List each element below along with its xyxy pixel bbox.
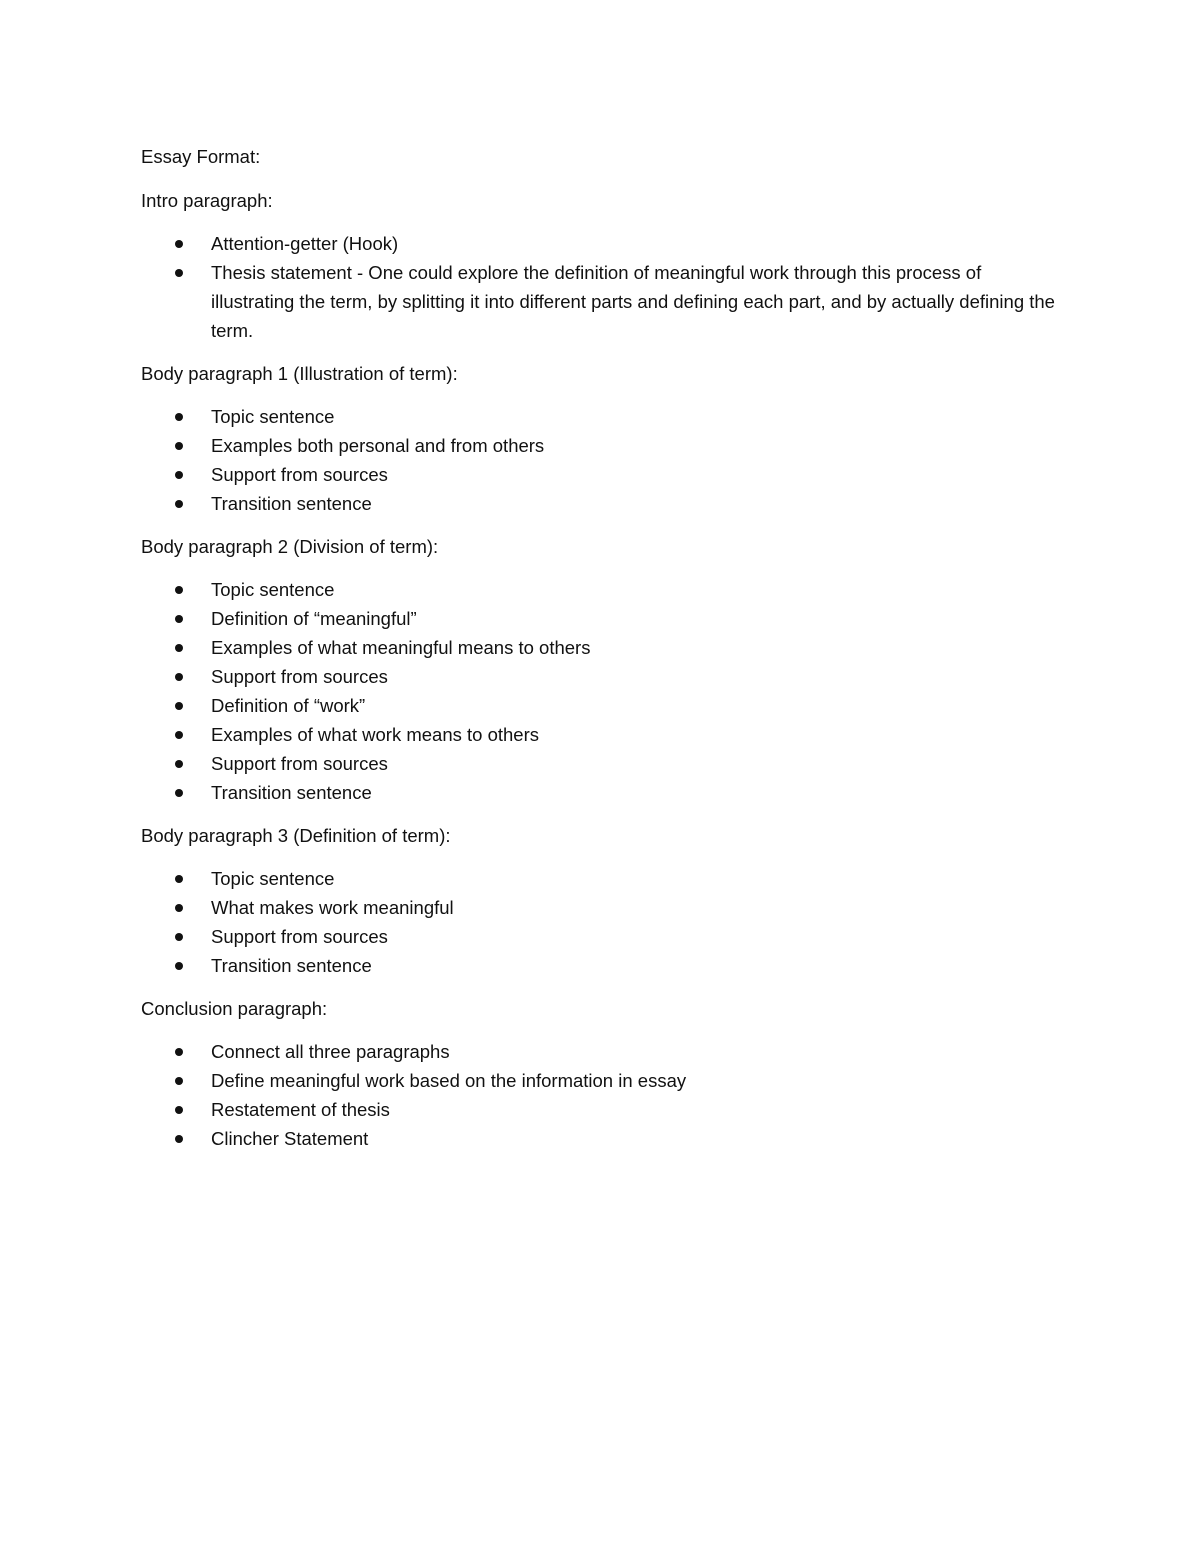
list-item-text: Define meaningful work based on the information in essay — [211, 1070, 687, 1091]
section-body-3 — [141, 821, 1061, 980]
list-item — [141, 778, 1061, 807]
bullet-icon — [175, 586, 183, 594]
list-item-text: Clincher Statement — [211, 1128, 369, 1149]
list-item — [141, 460, 1061, 489]
list-item-text: Restatement of thesis — [211, 1099, 390, 1120]
bullet-icon — [175, 413, 183, 421]
bullet-icon — [175, 904, 183, 912]
section-intro — [141, 186, 1061, 345]
document-title: Essay Format: — [141, 146, 261, 167]
list-item-text: Examples of what meaningful means to others — [211, 637, 591, 658]
list-item — [141, 922, 1061, 951]
list-item-text: Transition sentence — [211, 493, 372, 514]
list-item — [141, 229, 1061, 258]
list-item — [141, 402, 1061, 431]
list-item-text: Thesis statement - One could explore the definition of meaningful work through this process of illustrating the term, by splitting it into different parts and defining each part, and by actually defining the term. — [211, 262, 1055, 341]
bullet-list — [141, 1037, 1061, 1153]
list-item-text: Attention-getter (Hook) — [211, 233, 399, 254]
bullet-icon — [175, 500, 183, 508]
section-heading: Conclusion paragraph: — [141, 998, 328, 1019]
list-item — [141, 604, 1061, 633]
list-item-text: Topic sentence — [211, 406, 335, 427]
list-item-text: Definition of “meaningful” — [211, 608, 417, 629]
list-item-text: Examples both personal and from others — [211, 435, 545, 456]
list-item — [141, 662, 1061, 691]
list-item-text: Support from sources — [211, 753, 388, 774]
list-item — [141, 1037, 1061, 1066]
bullet-icon — [175, 471, 183, 479]
list-item-text: Topic sentence — [211, 579, 335, 600]
bullet-icon — [175, 673, 183, 681]
bullet-icon — [175, 269, 183, 277]
list-item-text: Definition of “work” — [211, 695, 366, 716]
list-item — [141, 720, 1061, 749]
bullet-icon — [175, 240, 183, 248]
bullet-icon — [175, 702, 183, 710]
bullet-list — [141, 402, 1061, 518]
list-item — [141, 489, 1061, 518]
list-item-text: Support from sources — [211, 926, 388, 947]
document-page — [141, 142, 1061, 1167]
list-item — [141, 893, 1061, 922]
bullet-icon — [175, 1048, 183, 1056]
list-item-text: Transition sentence — [211, 782, 372, 803]
bullet-list — [141, 575, 1061, 807]
section-heading: Body paragraph 3 (Definition of term): — [141, 825, 451, 846]
list-item — [141, 1066, 1061, 1095]
list-item — [141, 1124, 1061, 1153]
list-item — [141, 1095, 1061, 1124]
list-item-text: Connect all three paragraphs — [211, 1041, 450, 1062]
list-item — [141, 575, 1061, 604]
section-body-2 — [141, 532, 1061, 807]
bullet-icon — [175, 875, 183, 883]
list-item — [141, 951, 1061, 980]
bullet-icon — [175, 933, 183, 941]
bullet-icon — [175, 1106, 183, 1114]
section-body-1 — [141, 359, 1061, 518]
section-conclusion — [141, 994, 1061, 1153]
list-item — [141, 864, 1061, 893]
bullet-list — [141, 864, 1061, 980]
list-item — [141, 431, 1061, 460]
bullet-icon — [175, 789, 183, 797]
bullet-icon — [175, 962, 183, 970]
list-item — [141, 749, 1061, 778]
list-item — [141, 258, 1061, 345]
list-item-text: Examples of what work means to others — [211, 724, 540, 745]
bullet-icon — [175, 760, 183, 768]
section-heading: Intro paragraph: — [141, 190, 273, 211]
bullet-icon — [175, 1135, 183, 1143]
bullet-icon — [175, 442, 183, 450]
list-item-text: Support from sources — [211, 666, 388, 687]
list-item-text: Support from sources — [211, 464, 388, 485]
bullet-icon — [175, 644, 183, 652]
list-item — [141, 633, 1061, 662]
bullet-icon — [175, 1077, 183, 1085]
section-heading: Body paragraph 1 (Illustration of term): — [141, 363, 458, 384]
bullet-icon — [175, 731, 183, 739]
list-item-text: Topic sentence — [211, 868, 335, 889]
section-heading: Body paragraph 2 (Division of term): — [141, 536, 439, 557]
list-item — [141, 691, 1061, 720]
list-item-text: What makes work meaningful — [211, 897, 454, 918]
bullet-list — [141, 229, 1061, 345]
bullet-icon — [175, 615, 183, 623]
list-item-text: Transition sentence — [211, 955, 372, 976]
